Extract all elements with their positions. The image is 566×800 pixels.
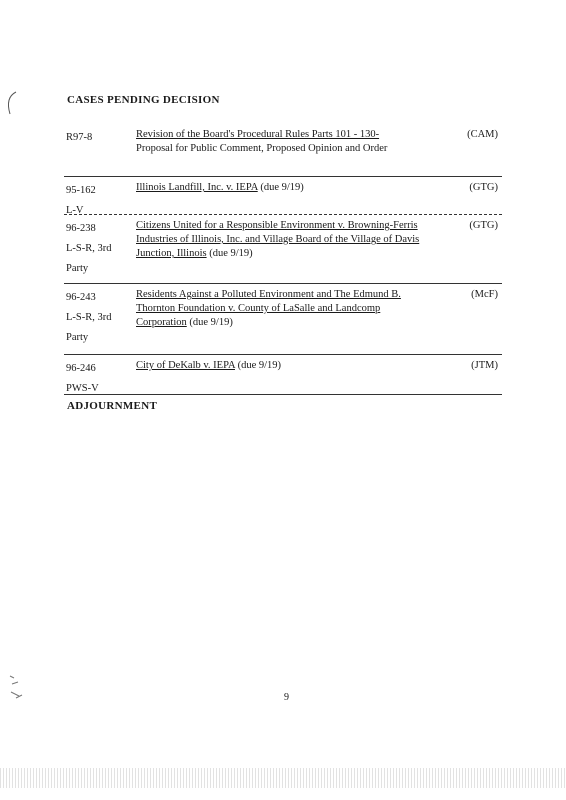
case-row [64,355,502,395]
case-title [136,359,432,373]
case-initials: (GTG) [469,220,498,231]
case-type: L-S-R, 3rd Party [66,312,112,343]
case-initials: (CAM) [467,129,498,140]
case-title [136,128,432,156]
case-title-plain: (due 9/19) [234,360,282,371]
case-initials: (McF) [471,289,498,300]
case-initials: (GTG) [469,182,498,193]
case-title [136,288,432,330]
case-row [64,124,502,177]
case-number: 96-246 [66,363,96,374]
scan-artifact-mark [6,672,26,702]
case-row [64,284,502,355]
case-number-block [66,128,128,148]
case-type: PWS-V [66,383,99,394]
section-heading-cases-pending: CASES PENDING DECISION [67,94,220,106]
case-number-block [66,359,128,399]
case-title [136,181,432,195]
case-number-block [66,288,128,348]
section-heading-adjournment: ADJOURNMENT [67,400,158,412]
case-number-block [66,219,128,279]
cases-table [64,124,502,395]
scan-artifact-mark [4,90,18,116]
case-title-plain: (due 9/19) [186,317,233,328]
case-title-plain: Proposal for Public Comment, Proposed Opinion and Order [136,143,388,154]
case-title-underlined: Residents Against a Polluted Environment and The Edmund B. Thornton Foundation v. County of LaSalle and Landcomp Corporation [136,289,401,328]
case-title-plain: (due 9/19) [257,182,304,193]
case-row [64,177,502,215]
case-type: L-V [66,205,84,216]
case-title-underlined: City of DeKalb v. IEPA [136,360,235,371]
scan-noise-band [0,768,566,788]
case-title-underlined: Revision of the Board's Procedural Rules Parts 101 - 130- [136,129,380,140]
page-number: 9 [284,692,289,703]
case-number: 96-243 [66,292,96,303]
case-title-plain: (due 9/19) [206,248,253,259]
case-number: 96-238 [66,223,96,234]
case-number: 95-162 [66,185,96,196]
case-title-underlined: Illinois Landfill, Inc. v. IEPA [136,182,258,193]
case-title-underlined: Citizens United for a Responsible Environment v. Browning-Ferris Industries of Illinois, Inc. and Village Board of the Village of Davis Junction, Illinois [136,220,420,259]
case-initials: (JTM) [471,360,498,371]
case-title [136,219,432,261]
case-row [64,215,502,284]
case-number: R97-8 [66,132,93,143]
case-type: L-S-R, 3rd Party [66,243,112,274]
